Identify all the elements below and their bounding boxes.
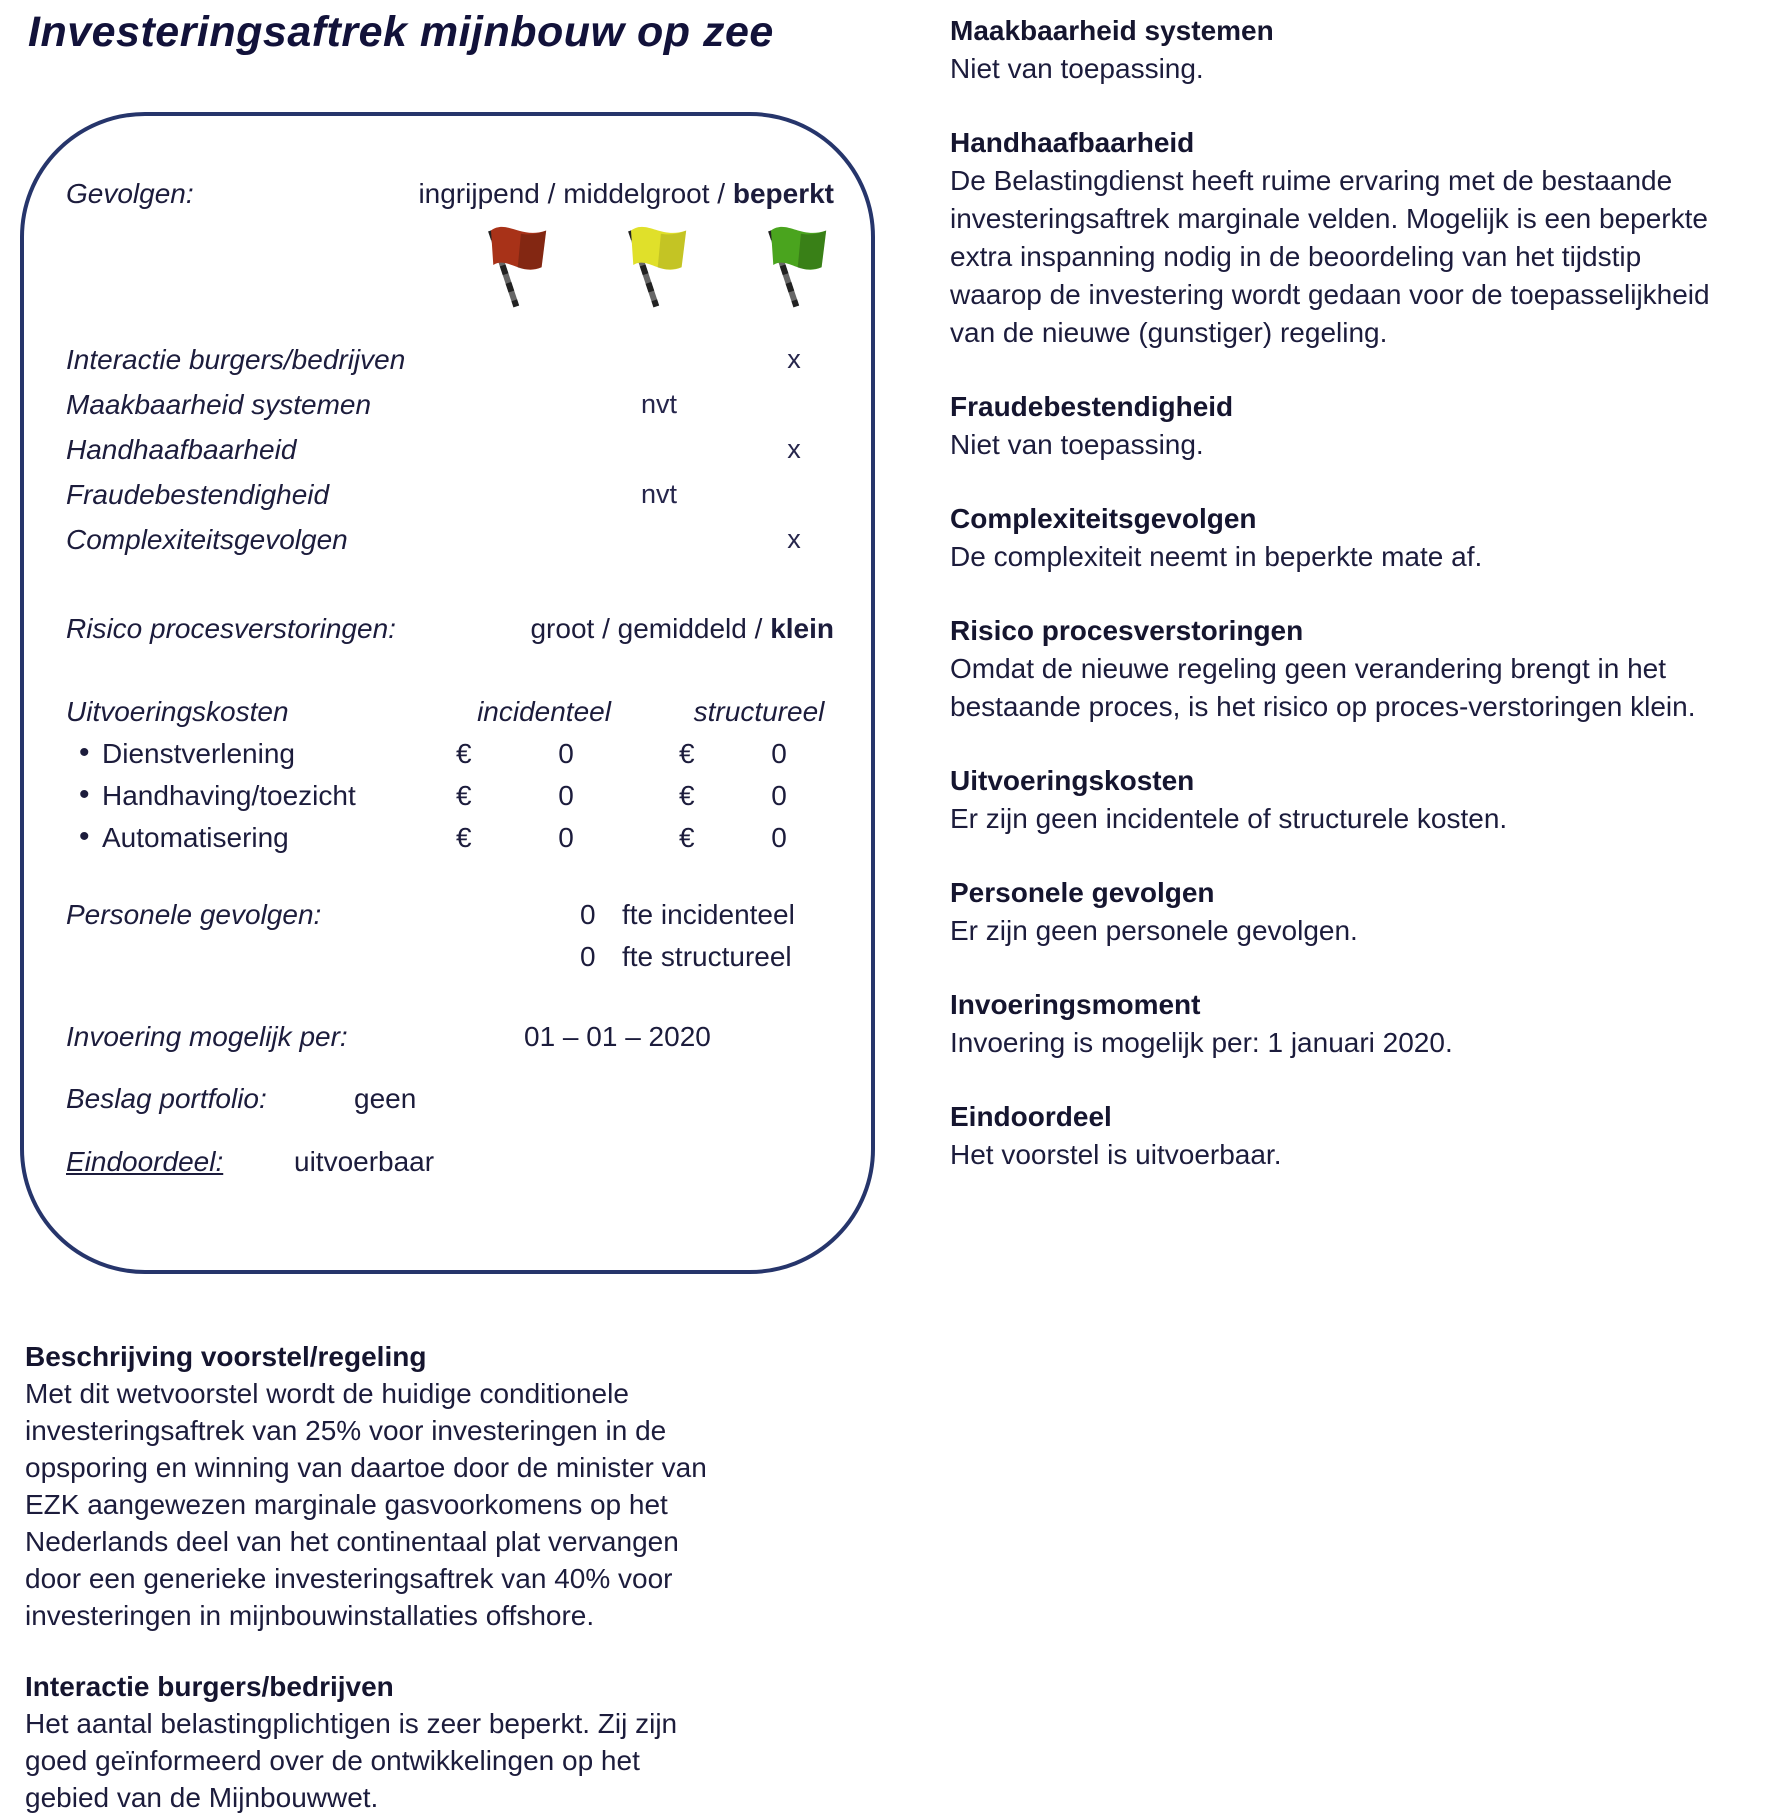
- personele-line-incidenteel: [66, 899, 851, 941]
- personele-label: Personele gevolgen:: [66, 899, 322, 930]
- bullet-icon: •: [79, 778, 90, 811]
- personele-gevolgen-row: [66, 899, 851, 989]
- criterion-mark-green: x: [787, 524, 801, 554]
- kosten-row-handhaving: [66, 780, 851, 820]
- green-flag-icon: [754, 219, 834, 311]
- gevolgen-value-selected: beperkt: [732, 178, 834, 209]
- criterion-row-complexiteitsgevolgen: [66, 524, 851, 566]
- kosten-label: Uitvoeringskosten: [66, 696, 289, 727]
- gevolgen-value-options: ingrijpend / middelgroot /: [418, 178, 733, 209]
- section-body: Er zijn geen personele gevolgen.: [950, 915, 1358, 946]
- personele-line-structureel: [66, 941, 851, 983]
- fte-incidenteel-value: 0: [580, 899, 596, 930]
- section-heading: Maakbaarheid systemen: [950, 15, 1274, 46]
- section-heading: Risico procesverstoringen: [950, 615, 1304, 646]
- bullet-icon: •: [79, 820, 90, 853]
- section-body: Omdat de nieuwe regeling geen verandering brengt in het bestaande proces, is het risico op proces-verstoringen klein.: [950, 653, 1696, 722]
- criterion-row-interactie: [66, 344, 851, 386]
- section-heading: Handhaafbaarheid: [950, 127, 1195, 158]
- gevolgen-label: Gevolgen:: [66, 178, 194, 209]
- yellow-flag-icon: [614, 219, 694, 311]
- kosten-row-label: Handhaving/toezicht: [102, 780, 356, 811]
- kosten-header-row: [66, 696, 851, 736]
- section-body: Invoering is mogelijk per: 1 januari 2020.: [950, 1027, 1453, 1058]
- kosten-col-incidenteel: incidenteel: [477, 696, 611, 727]
- kosten-row-automatisering: [66, 822, 851, 862]
- section-handhaafbaarheid: [950, 124, 1712, 352]
- section-heading: Uitvoeringskosten: [950, 765, 1195, 796]
- criterion-mark-green: x: [787, 344, 801, 374]
- section-body: Niet van toepassing.: [950, 429, 1204, 460]
- criterion-mark-yellow: nvt: [640, 479, 678, 509]
- eindoordeel-value: uitvoerbaar: [294, 1146, 435, 1177]
- criterion-label: Complexiteitsgevolgen: [66, 524, 348, 555]
- invoering-value: 01 – 01 – 2020: [524, 1021, 711, 1052]
- section-body: Het voorstel is uitvoerbaar.: [950, 1139, 1282, 1170]
- euro-sign: €: [456, 780, 472, 811]
- page-title: Investeringsaftrek mijnbouw op zee: [28, 8, 774, 56]
- euro-sign: €: [679, 780, 695, 811]
- section-beschrijving-voorstel: [25, 1338, 730, 1634]
- gevolgen-row: [66, 178, 834, 218]
- criterion-row-fraudebestendigheid: [66, 479, 851, 521]
- section-body: De complexiteit neemt in beperkte mate af.: [950, 541, 1483, 572]
- section-body: Met dit wetvoorstel wordt de huidige conditionele investeringsaftrek van 25% voor investeringen in de opsporing en winning van daartoe door de minister van EZK aangewezen marginale gasvoorkomens op het Nederlands deel van het continentaal plat vervangen door een generieke investeringsaftrek van 40% voor investeringen in mijnbouwinstallaties offshore.: [25, 1378, 707, 1631]
- section-body: Er zijn geen incidentele of structurele kosten.: [950, 803, 1508, 834]
- kosten-structureel-value: 0: [771, 738, 787, 769]
- section-body: Het aantal belastingplichtigen is zeer beperkt. Zij zijn goed geïnformeerd over de ontwikkelingen op het gebied van de Mijnbouwwet.: [25, 1708, 678, 1813]
- kosten-incidenteel-value: 0: [558, 738, 574, 769]
- section-personele-gevolgen: [950, 874, 1712, 950]
- section-heading: Interactie burgers/bedrijven: [25, 1671, 394, 1702]
- section-invoeringsmoment: [950, 986, 1712, 1062]
- kosten-row-label: Automatisering: [102, 822, 289, 853]
- kosten-incidenteel-value: 0: [558, 822, 574, 853]
- section-complexiteitsgevolgen: [950, 500, 1712, 576]
- section-uitvoeringskosten: [950, 762, 1712, 838]
- kosten-incidenteel-value: 0: [558, 780, 574, 811]
- risico-label: Risico procesverstoringen:: [66, 613, 396, 644]
- criterion-mark-yellow: nvt: [640, 389, 678, 419]
- fte-structureel-unit: fte structureel: [622, 941, 792, 972]
- criterion-row-handhaafbaarheid: [66, 434, 851, 476]
- criterion-mark-green: x: [787, 434, 801, 464]
- section-maakbaarheid-systemen: [950, 12, 1712, 88]
- criterion-label: Handhaafbaarheid: [66, 434, 297, 465]
- section-body: De Belastingdienst heeft ruime ervaring met de bestaande investeringsaftrek marginale velden. Mogelijk is een beperkte extra inspanning nodig in de beoordeling van het tijdstip waarop de investering wordt gedaan voor de toepasselijkheid van de nieuwe (gunstiger) regeling.: [950, 165, 1710, 348]
- eindoordeel-label: Eindoordeel:: [66, 1146, 224, 1177]
- section-eindoordeel: [950, 1098, 1712, 1174]
- beslag-label: Beslag portfolio:: [66, 1083, 267, 1114]
- beslag-row: [66, 1083, 834, 1123]
- euro-sign: €: [679, 822, 695, 853]
- euro-sign: €: [456, 822, 472, 853]
- euro-sign: €: [456, 738, 472, 769]
- risico-value: [530, 613, 834, 645]
- right-text-column: [950, 12, 1712, 1210]
- criterion-row-maakbaarheid: [66, 389, 851, 431]
- gevolgen-value: [418, 178, 834, 210]
- risico-value-options: groot / gemiddeld /: [530, 613, 771, 644]
- criterion-label: Fraudebestendigheid: [66, 479, 330, 510]
- section-fraudebestendigheid: [950, 388, 1712, 464]
- section-heading: Fraudebestendigheid: [950, 391, 1234, 422]
- section-body: Niet van toepassing.: [950, 53, 1204, 84]
- risico-value-selected: klein: [770, 613, 834, 644]
- kosten-col-structureel: structureel: [693, 696, 825, 727]
- beslag-value: geen: [354, 1083, 417, 1114]
- kosten-row-dienstverlening: [66, 738, 851, 778]
- kosten-structureel-value: 0: [771, 780, 787, 811]
- section-heading: Beschrijving voorstel/regeling: [25, 1341, 427, 1372]
- euro-sign: €: [679, 738, 695, 769]
- bullet-icon: •: [79, 736, 90, 769]
- risico-row: [66, 613, 834, 653]
- invoering-row: [66, 1021, 834, 1061]
- section-heading: Eindoordeel: [950, 1101, 1112, 1132]
- section-interactie-burgers: [25, 1668, 730, 1815]
- kosten-row-label: Dienstverlening: [102, 738, 295, 769]
- section-risico-procesverstoringen: [950, 612, 1712, 726]
- criterion-label: Interactie burgers/bedrijven: [66, 344, 406, 375]
- section-heading: Personele gevolgen: [950, 877, 1215, 908]
- red-flag-icon: [474, 219, 554, 311]
- left-text-column: [25, 1338, 730, 1815]
- criterion-label: Maakbaarheid systemen: [66, 389, 372, 420]
- eindoordeel-row: [66, 1146, 834, 1186]
- fte-incidenteel-unit: fte incidenteel: [622, 899, 795, 930]
- assessment-summary-box: [20, 112, 875, 1274]
- fte-structureel-value: 0: [580, 941, 596, 972]
- invoering-label: Invoering mogelijk per:: [66, 1021, 348, 1052]
- section-heading: Invoeringsmoment: [950, 989, 1201, 1020]
- section-heading: Complexiteitsgevolgen: [950, 503, 1257, 534]
- kosten-structureel-value: 0: [771, 822, 787, 853]
